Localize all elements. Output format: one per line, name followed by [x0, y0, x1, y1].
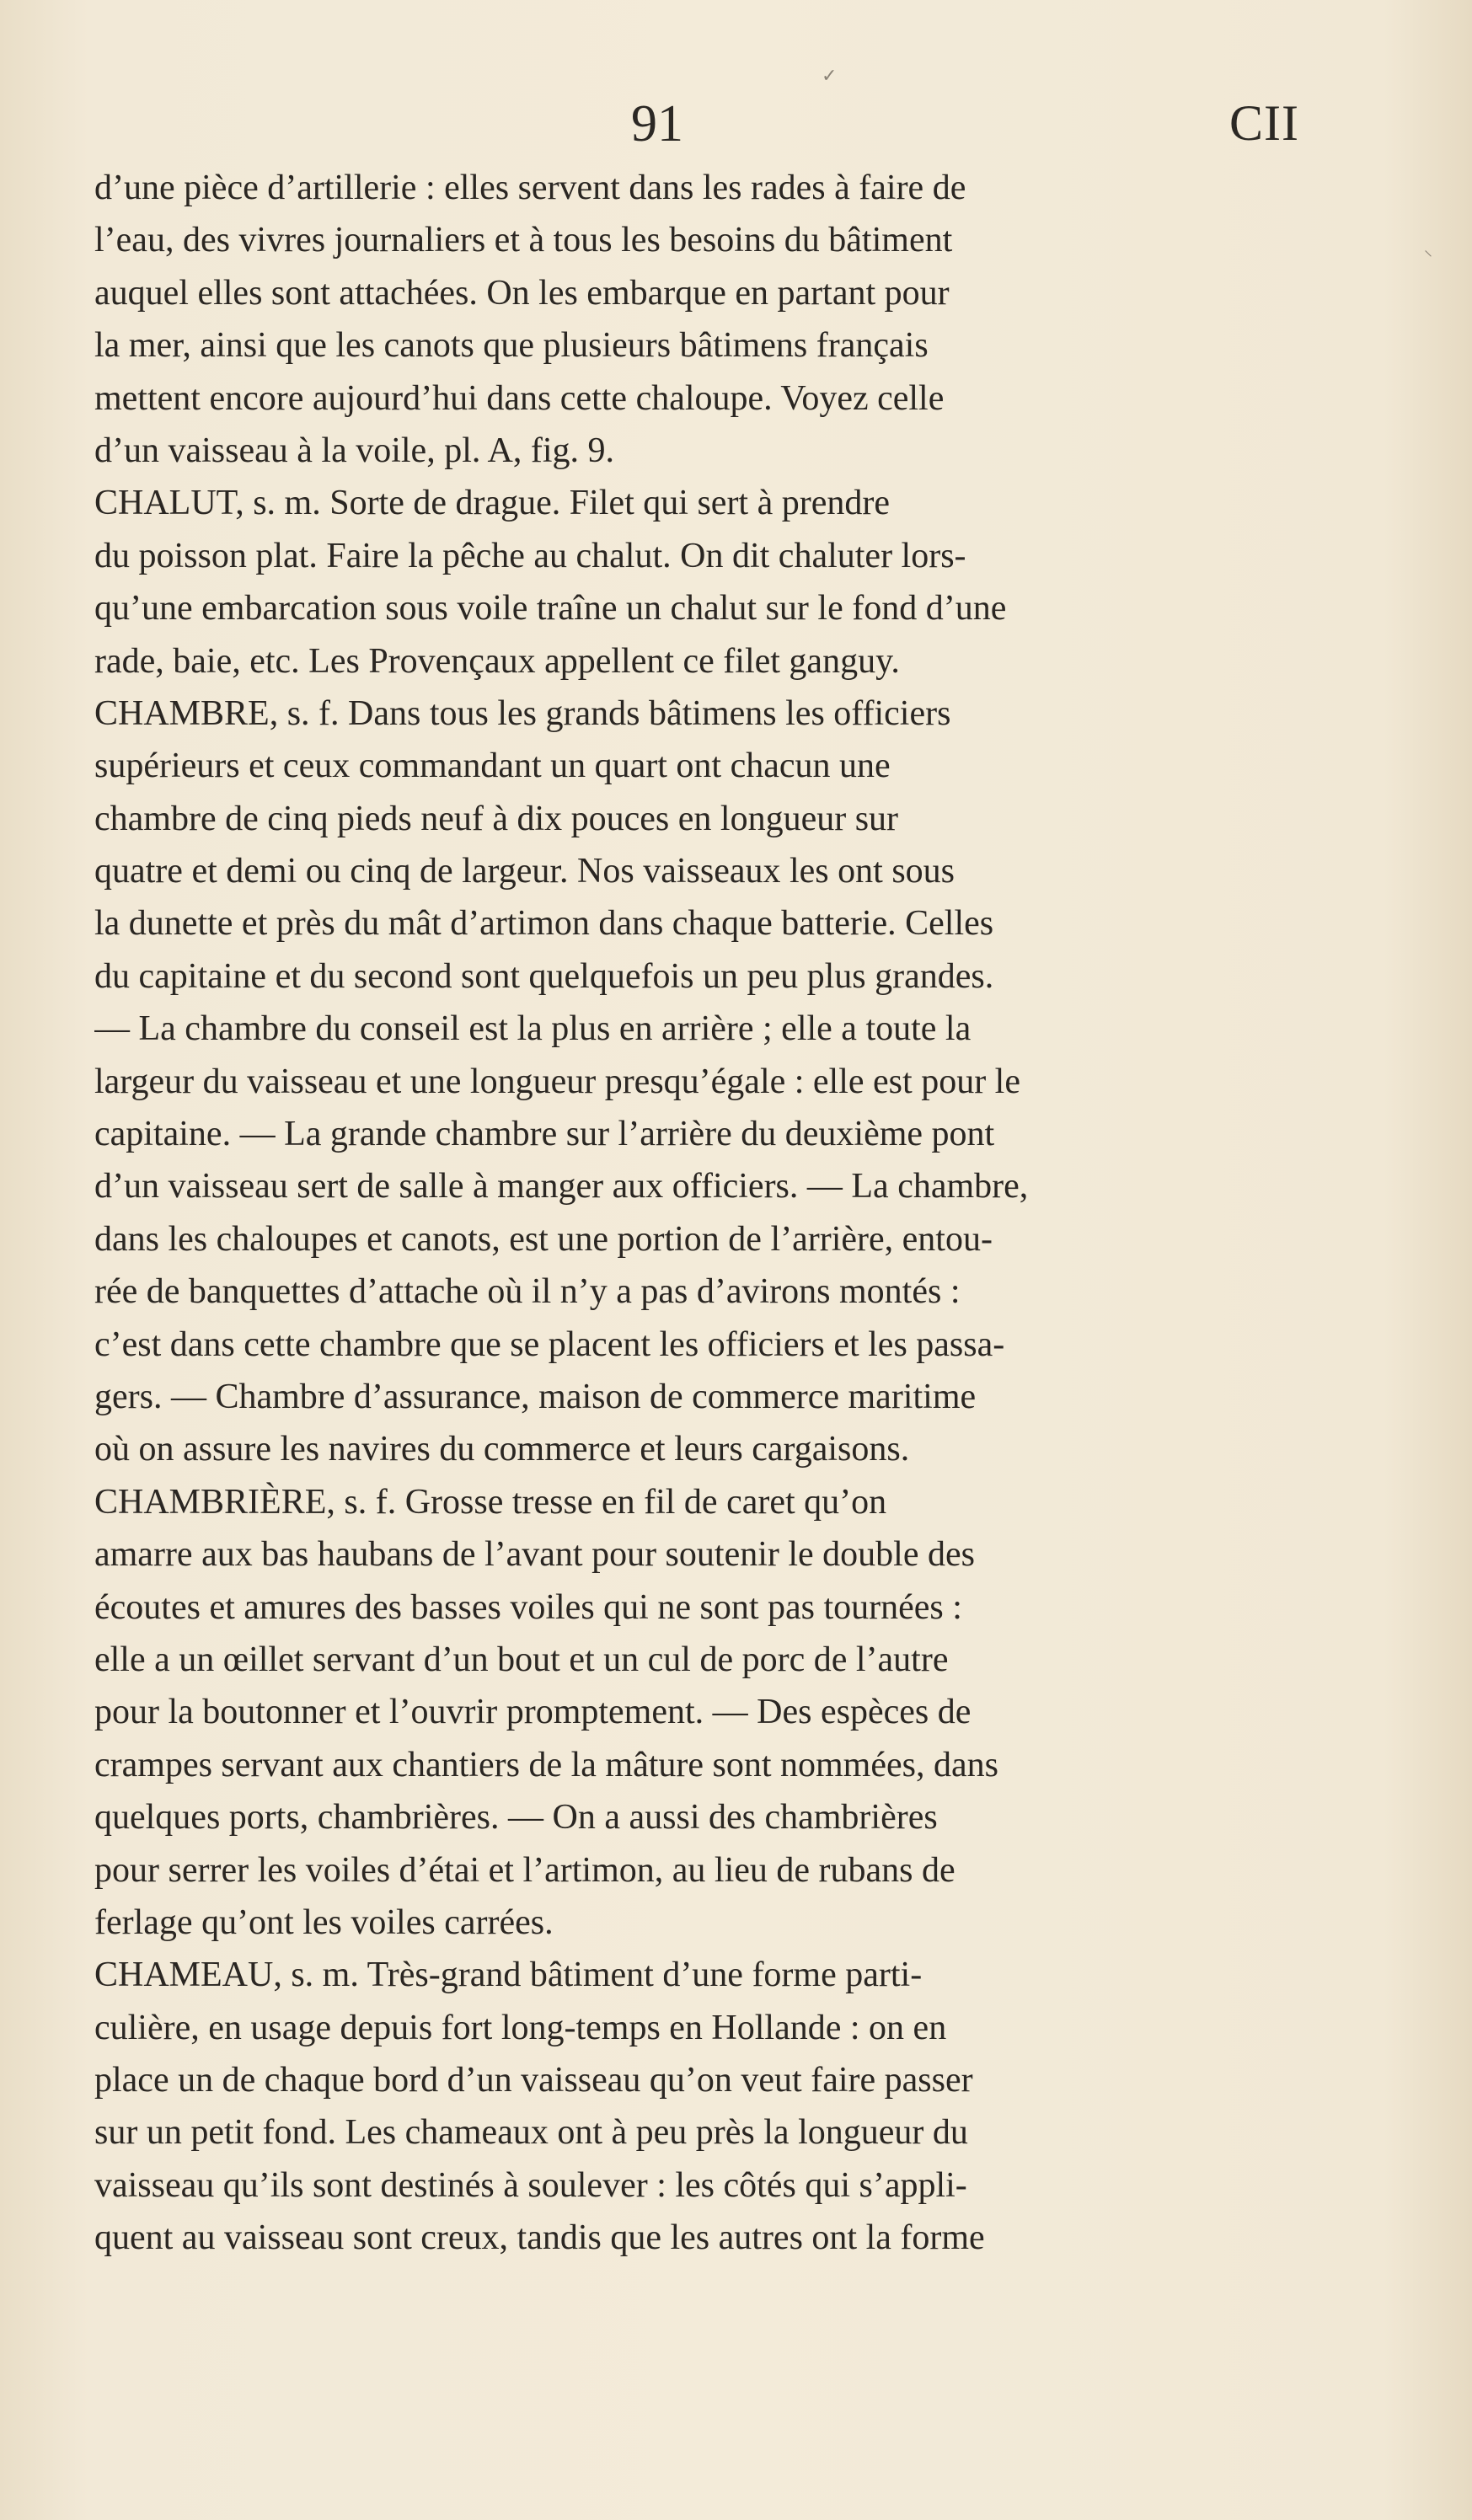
- text-line: — La chambre du conseil est la plus en arrière ; elle a toute la: [94, 1009, 972, 1049]
- body-text: [94, 162, 1232, 2265]
- text-line: pour serrer les voiles d’étai et l’artimon, au lieu de rubans de: [94, 1850, 955, 1890]
- text-line: crampes servant aux chantiers de la mâture sont nommées, dans: [94, 1745, 998, 1784]
- text-line: capitaine. — La grande chambre sur l’arrière du deuxième pont: [94, 1115, 995, 1154]
- page-header: [0, 94, 1472, 162]
- text-line: supérieurs et ceux commandant un quart ont chacun une: [94, 746, 891, 786]
- text-line: auquel elles sont attachées. On les embarque en partant pour: [94, 273, 950, 313]
- text-line: largeur du vaisseau et une longueur presqu’égale : elle est pour le: [94, 1062, 1020, 1101]
- text-line: d’une pièce d’artillerie : elles servent dans les rades à faire de: [94, 169, 966, 207]
- text-line: dans les chaloupes et canots, est une portion de l’arrière, entou-: [94, 1219, 993, 1259]
- text-line: la mer, ainsi que les canots que plusieurs bâtimens français: [94, 326, 929, 366]
- signature-mark: CII: [1229, 95, 1299, 151]
- text-line: sur un petit fond. Les chameaux ont à peu près la longueur du: [94, 2113, 968, 2153]
- text-line: d’un vaisseau sert de salle à manger aux officiers. — La chambre,: [94, 1167, 1029, 1206]
- stray-mark-top: ✓: [822, 66, 838, 87]
- text-line: d’un vaisseau à la voile, pl. A, fig. 9.: [94, 431, 615, 470]
- text-line: mettent encore aujourd’hui dans cette chaloupe. Voyez celle: [94, 378, 945, 418]
- text-line: du poisson plat. Faire la pêche au chalut. On dit chaluter lors-: [94, 536, 966, 575]
- text-line: où on assure les navires du commerce et leurs cargaisons.: [94, 1430, 910, 1469]
- text-line: elle a un œillet servant d’un bout et un cul de porc de l’autre: [94, 1640, 949, 1679]
- stray-mark-right: ⸜: [1424, 239, 1432, 259]
- text-line: place un de chaque bord d’un vaisseau qu’on veut faire passer: [94, 2061, 973, 2100]
- text-line: l’eau, des vivres journaliers et à tous les besoins du bâtiment: [94, 221, 953, 260]
- text-line: chambre de cinq pieds neuf à dix pouces en longueur sur: [94, 799, 899, 838]
- text-line: la dunette et près du mât d’artimon dans chaque batterie. Celles: [94, 904, 994, 944]
- text-line: du capitaine et du second sont quelquefois un peu plus grandes.: [94, 956, 994, 996]
- text-line: CHAMBRIÈRE, s. f. Grosse tresse en fil de caret qu’on: [94, 1482, 887, 1522]
- text-line: c’est dans cette chambre que se placent les officiers et les passa-: [94, 1324, 1005, 1364]
- text-line: amarre aux bas haubans de l’avant pour soutenir le double des: [94, 1535, 975, 1575]
- text-line: CHAMBRE, s. f. Dans tous les grands bâtimens les officiers: [94, 693, 951, 733]
- text-line: ferlage qu’ont les voiles carrées.: [94, 1902, 554, 1942]
- text-line: gers. — Chambre d’assurance, maison de commerce maritime: [94, 1377, 977, 1416]
- text-line: rade, baie, etc. Les Provençaux appellent ce filet ganguy.: [94, 641, 900, 681]
- text-line: écoutes et amures des basses voiles qui ne sont pas tournées :: [94, 1587, 962, 1627]
- text-line: CHALUT, s. m. Sorte de drague. Filet qui sert à prendre: [94, 484, 890, 523]
- text-line: qu’une embarcation sous voile traîne un chalut sur le fond d’une: [94, 589, 1007, 629]
- text-line: CHAMEAU, s. m. Très-grand bâtiment d’une forme parti-: [94, 1956, 923, 1995]
- page-number: 91: [631, 95, 683, 152]
- text-line: pour la boutonner et l’ouvrir promptement. — Des espèces de: [94, 1693, 972, 1732]
- text-line: rée de banquettes d’attache où il n’y a pas d’avirons montés :: [94, 1272, 961, 1312]
- text-line: culière, en usage depuis fort long-temps en Hollande : on en: [94, 2008, 947, 2047]
- text-line: quelques ports, chambrières. — On a aussi des chambrières: [94, 1798, 938, 1838]
- text-line: quent au vaisseau sont creux, tandis que les autres ont la forme: [94, 2218, 985, 2258]
- text-line: quatre et demi ou cinq de largeur. Nos vaisseaux les ont sous: [94, 852, 955, 891]
- text-line: vaisseau qu’ils sont destinés à soulever : les côtés qui s’appli-: [94, 2165, 967, 2205]
